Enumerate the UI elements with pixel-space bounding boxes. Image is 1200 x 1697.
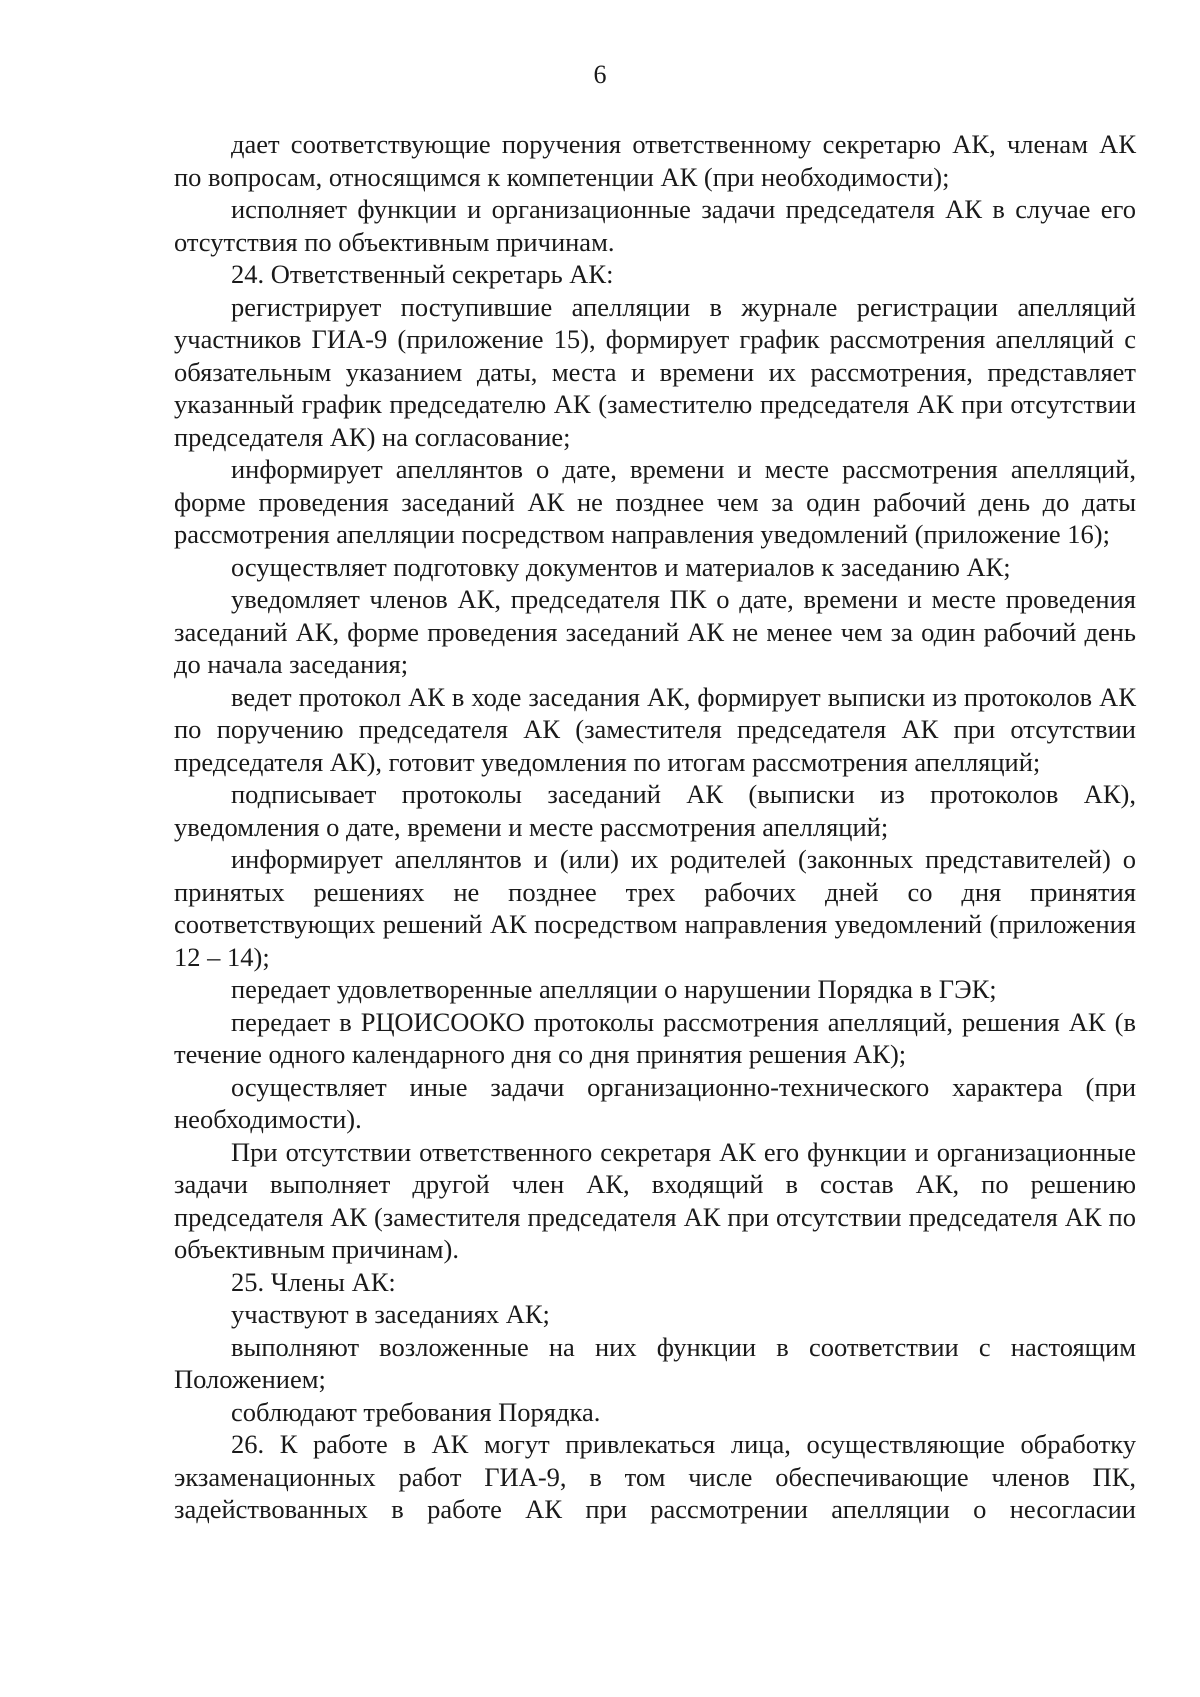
paragraph: 25. Члены АК: <box>231 1266 396 1297</box>
paragraph: участвуют в заседаниях АК; <box>231 1299 550 1329</box>
paragraph: информирует апеллянтов о дате, времени и месте рассмотрения апелляций, форме проведения заседаний АК не позднее чем за один рабочий день до даты рассмотрения апелляции посредством направления уведомлений (приложение 16); <box>174 454 1136 549</box>
paragraph: исполняет функции и организационные задачи председателя АК в случае его отсутствия по объективным причинам. <box>174 194 1136 257</box>
paragraph: подписывает протоколы заседаний АК (выписки из протоколов АК), уведомления о дате, времени и месте рассмотрения апелляций; <box>174 779 1136 842</box>
paragraph: передает в РЦОИСООКО протоколы рассмотрения апелляций, решения АК (в течение одного календарного дня со дня принятия решения АК); <box>174 1006 1136 1069</box>
document-body <box>174 128 1136 1526</box>
paragraph: выполняют возложенные на них функции в соответствии с настоящим Положением; <box>174 1331 1136 1394</box>
paragraph: передает удовлетворенные апелляции о нарушении Порядка в ГЭК; <box>231 974 997 1004</box>
paragraph: уведомляет членов АК, председателя ПК о дате, времени и месте проведения заседаний АК, форме проведения заседаний АК не менее чем за один рабочий день до начала заседания; <box>174 584 1136 679</box>
paragraph: дает соответствующие поручения ответственному секретарю АК, членам АК по вопросам, относящимся к компетенции АК (при необходимости); <box>174 129 1136 192</box>
paragraph: соблюдают требования Порядка. <box>231 1396 601 1427</box>
paragraph: осуществляет подготовку документов и материалов к заседанию АК; <box>231 551 1011 582</box>
paragraph: информирует апеллянтов и (или) их родителей (законных представителей) о принятых решениях не позднее трех рабочих дней со дня принятия соответствующих решений АК посредством направления уведомлений (приложения 12 – 14); <box>174 844 1136 972</box>
paragraph: регистрирует поступившие апелляции в журнале регистрации апелляций участников ГИА-9 (приложение 15), формирует график рассмотрения апелляций с обязательным указанием даты, места и времени их рассмотрения, представляет указанный график председателю АК (заместителю председателя АК при отсутствии председателя АК) на согласование; <box>174 291 1136 452</box>
paragraph: осуществляет иные задачи организационно-технического характера (при необходимости). <box>174 1071 1136 1134</box>
paragraph: ведет протокол АК в ходе заседания АК, формирует выписки из протоколов АК по поручению председателя АК (заместителя председателя АК при отсутствии председателя АК), готовит уведомления по итогам рассмотрения апелляций; <box>174 681 1136 777</box>
paragraph: При отсутствии ответственного секретаря АК его функции и организационные задачи выполняет другой член АК, входящий в состав АК, по решению председателя АК (заместителя председателя АК при отсутствии председателя АК по объективным причинам). <box>174 1136 1136 1264</box>
page-number: 6 <box>593 60 607 89</box>
paragraph: 26. К работе в АК могут привлекаться лица, осуществляющие обработку экзаменационных работ ГИА-9, в том числе обеспечивающие членов ПК, задействованных в работе АК при рассмотрении апелляции о несогласии <box>174 1429 1136 1524</box>
paragraph: 24. Ответственный секретарь АК: <box>231 259 614 289</box>
